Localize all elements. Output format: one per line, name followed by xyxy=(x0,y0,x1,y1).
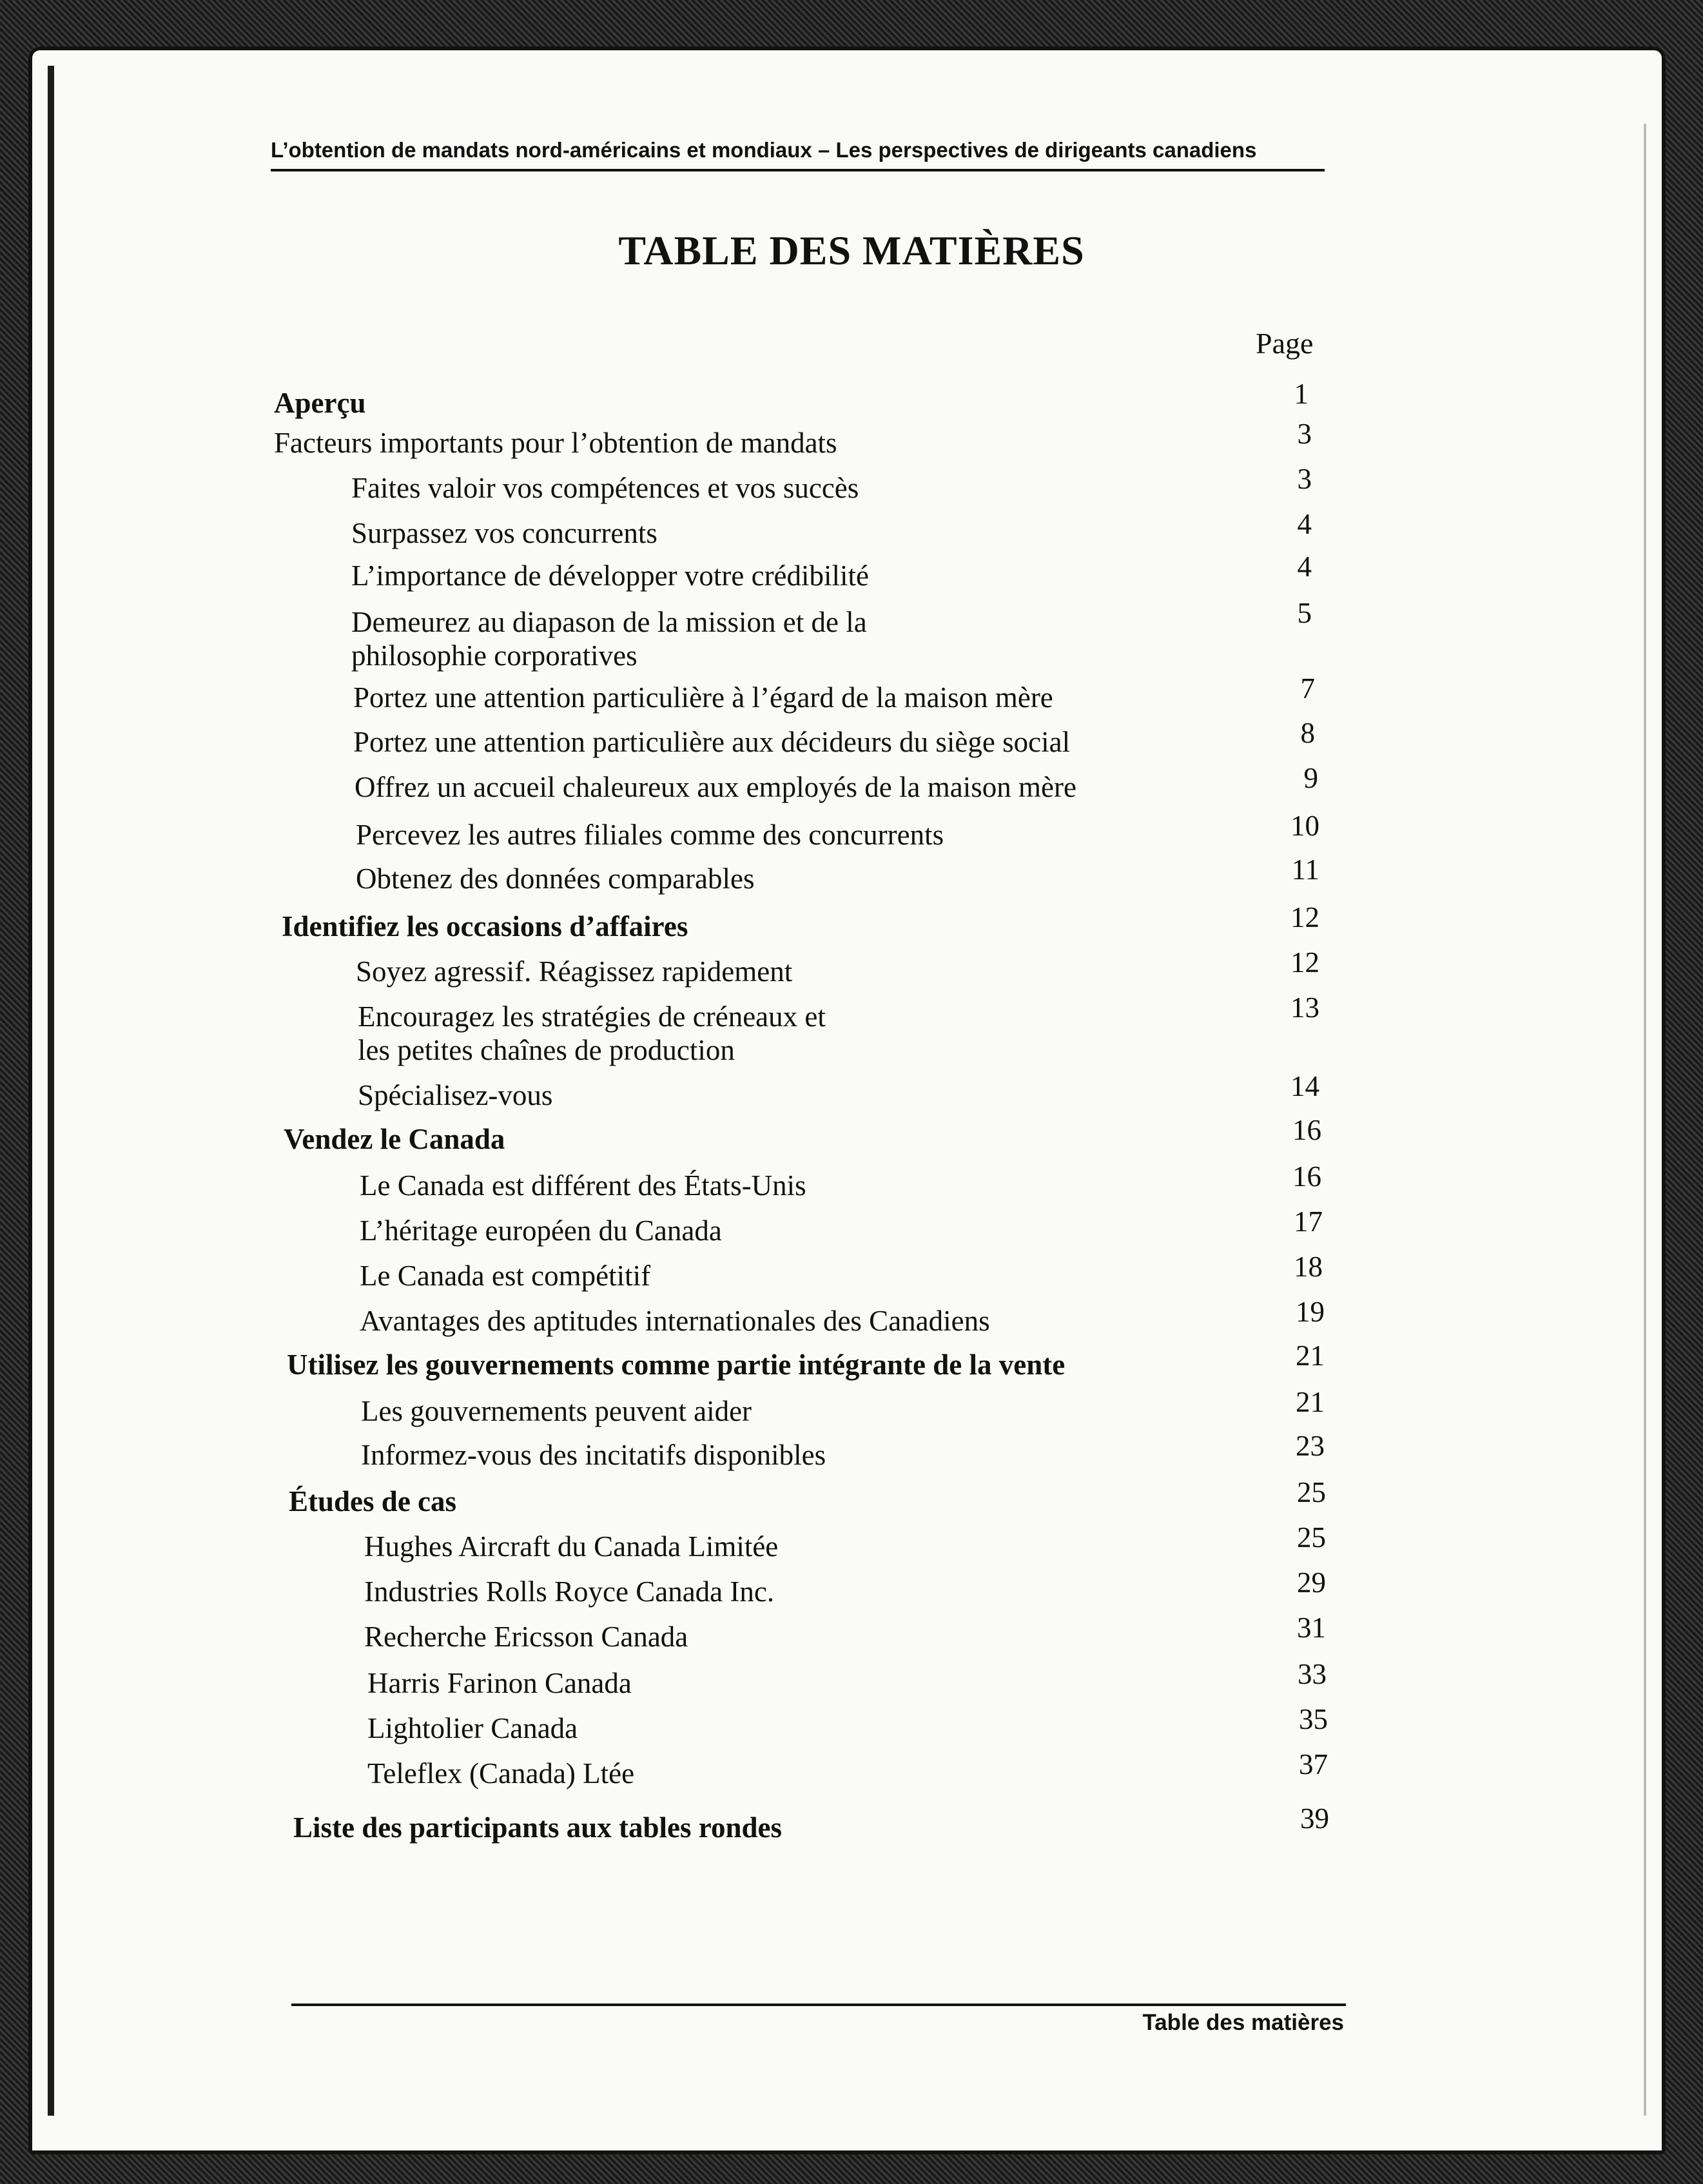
toc-entry-label: Harris Farinon Canada xyxy=(367,1667,632,1699)
toc-section-entry xyxy=(0,1340,1703,1386)
toc-entry-page-number: 3 xyxy=(1297,463,1312,495)
toc-entry-label: Encouragez les stratégies de créneaux et xyxy=(358,1000,826,1033)
toc-entry-label-line2: philosophie corporatives xyxy=(351,639,637,672)
toc-entry-page-number: 25 xyxy=(1297,1521,1326,1554)
toc-subsection-entry xyxy=(0,1612,1703,1658)
toc-entry-label: Avantages des aptitudes internationales des Canadiens xyxy=(360,1305,990,1337)
footer-section-label: Table des matières xyxy=(1142,2010,1344,2035)
toc-subsection-entry xyxy=(0,508,1703,554)
toc-section-entry xyxy=(0,901,1703,948)
toc-entry-page-number: 1 xyxy=(1294,378,1309,410)
toc-entry-page-number: 9 xyxy=(1303,762,1318,794)
toc-subsection-entry xyxy=(0,1430,1703,1476)
toc-section-entry xyxy=(0,378,1703,424)
toc-entry-label: Recherche Ericsson Canada xyxy=(364,1621,688,1653)
toc-subsection-entry xyxy=(0,1160,1703,1207)
toc-entry-label: L’importance de développer votre crédibilité xyxy=(351,560,870,592)
toc-entry-page-number: 29 xyxy=(1297,1566,1326,1599)
toc-entry-page-number: 21 xyxy=(1296,1386,1325,1418)
toc-subsection-entry xyxy=(0,1251,1703,1297)
toc-section-entry xyxy=(0,1476,1703,1523)
toc-entry-page-number: 37 xyxy=(1299,1748,1328,1780)
toc-section-entry xyxy=(0,1802,1703,1849)
page-title: TABLE DES MATIÈRES xyxy=(618,228,1085,273)
toc-subsection-entry xyxy=(0,946,1703,993)
toc-entry-label: Portez une attention particulière aux décideurs du siège social xyxy=(353,726,1071,758)
toc-section-entry xyxy=(0,1114,1703,1160)
toc-entry-label: Identifiez les occasions d’affaires xyxy=(282,910,688,942)
toc-entry-label: L’héritage européen du Canada xyxy=(360,1214,722,1247)
toc-entry-page-number: 8 xyxy=(1300,717,1315,749)
toc-entry-page-number: 10 xyxy=(1290,810,1319,842)
toc-entry-label: Industries Rolls Royce Canada Inc. xyxy=(364,1575,775,1608)
toc-entry-label: Le Canada est différent des États-Unis xyxy=(360,1169,806,1202)
toc-entry-label: Obtenez des données comparables xyxy=(356,863,755,895)
toc-entry-page-number: 31 xyxy=(1297,1612,1326,1644)
toc-entry-label: Teleflex (Canada) Ltée xyxy=(367,1757,635,1789)
toc-entry-page-number: 12 xyxy=(1290,946,1319,979)
toc-subsection-entry xyxy=(0,991,1703,1066)
toc-entry-label: Spécialisez-vous xyxy=(358,1079,553,1111)
toc-entry-page-number: 11 xyxy=(1291,853,1319,886)
toc-entry-page-number: 23 xyxy=(1296,1430,1325,1462)
toc-entry-page-number: 3 xyxy=(1297,418,1312,450)
toc-entry-label: Portez une attention particulière à l’égard de la maison mère xyxy=(353,681,1053,714)
toc-entry-label: Percevez les autres filiales comme des concurrents xyxy=(356,819,944,851)
toc-entry-page-number: 5 xyxy=(1297,597,1312,629)
toc-entry-page-number: 33 xyxy=(1298,1658,1327,1690)
toc-subsection-entry xyxy=(0,597,1703,672)
toc-entry-page-number: 18 xyxy=(1294,1251,1323,1283)
toc-entry-page-number: 17 xyxy=(1294,1205,1323,1238)
toc-subsection-entry xyxy=(0,1658,1703,1704)
toc-entry-page-number: 14 xyxy=(1290,1070,1319,1102)
toc-entry-page-number: 4 xyxy=(1297,551,1312,583)
toc-entry-label: Soyez agressif. Réagissez rapidement xyxy=(356,955,793,988)
toc-subsection-entry xyxy=(0,810,1703,856)
toc-subsection-entry xyxy=(0,853,1703,900)
toc-entry-label: Aperçu xyxy=(274,387,366,419)
running-header: L’obtention de mandats nord-américains et mondiaux – Les perspectives de dirigeants canadiens xyxy=(271,138,1325,171)
toc-entry-label: Surpassez vos concurrents xyxy=(351,517,657,549)
toc-entry-page-number: 39 xyxy=(1300,1802,1329,1835)
toc-entry-label-line2: les petites chaînes de production xyxy=(358,1034,735,1066)
toc-subsection-entry xyxy=(0,1070,1703,1116)
toc-entry-label: Études de cas xyxy=(289,1485,457,1517)
toc-entry-label: Hughes Aircraft du Canada Limitée xyxy=(364,1530,779,1563)
toc-subsection-entry xyxy=(0,1748,1703,1795)
page-column-label: Page xyxy=(1256,327,1314,360)
toc-subsection-entry xyxy=(0,1296,1703,1342)
toc-subsection-entry xyxy=(0,1205,1703,1252)
toc-subsection-entry xyxy=(0,672,1703,719)
toc-subsection-entry xyxy=(0,551,1703,597)
toc-subsection-entry xyxy=(0,463,1703,509)
toc-entry-label: Le Canada est compétitif xyxy=(360,1260,651,1292)
toc-entry-page-number: 4 xyxy=(1297,508,1312,540)
toc-entry-page-number: 7 xyxy=(1300,672,1315,705)
toc-entry-label: Facteurs importants pour l’obtention de mandats xyxy=(274,427,837,459)
footer-rule xyxy=(291,2004,1346,2006)
toc-entry-label: Liste des participants aux tables rondes xyxy=(293,1811,782,1844)
toc-entry-page-number: 21 xyxy=(1296,1340,1325,1372)
toc-entry-label: Les gouvernements peuvent aider xyxy=(361,1395,752,1427)
toc-subsection-entry xyxy=(0,1521,1703,1568)
toc-entry-label: Demeurez au diapason de la mission et de la xyxy=(351,606,867,638)
toc-entry-label: Offrez un accueil chaleureux aux employés de la maison mère xyxy=(355,771,1076,803)
toc-entry-page-number: 19 xyxy=(1296,1296,1325,1328)
toc-subsection-entry xyxy=(0,1386,1703,1432)
toc-entry-page-number: 25 xyxy=(1297,1476,1326,1508)
toc-entry-label: Lightolier Canada xyxy=(367,1712,578,1744)
toc-entry-label: Vendez le Canada xyxy=(284,1123,505,1155)
toc-entry-page-number: 16 xyxy=(1292,1160,1321,1193)
toc-entry-label: Utilisez les gouvernements comme partie intégrante de la vente xyxy=(287,1349,1066,1381)
toc-subsection-entry xyxy=(0,418,1703,464)
toc-subsection-entry xyxy=(0,762,1703,808)
toc-entry-label: Faites valoir vos compétences et vos succès xyxy=(351,472,859,504)
toc-subsection-entry xyxy=(0,1566,1703,1613)
toc-entry-label: Informez-vous des incitatifs disponibles xyxy=(361,1439,826,1471)
toc-entry-page-number: 16 xyxy=(1292,1114,1321,1146)
toc-entry-page-number: 12 xyxy=(1290,901,1319,933)
toc-subsection-entry xyxy=(0,1703,1703,1750)
toc-entry-page-number: 35 xyxy=(1299,1703,1328,1735)
toc-entry-page-number: 13 xyxy=(1290,991,1319,1024)
toc-subsection-entry xyxy=(0,717,1703,763)
